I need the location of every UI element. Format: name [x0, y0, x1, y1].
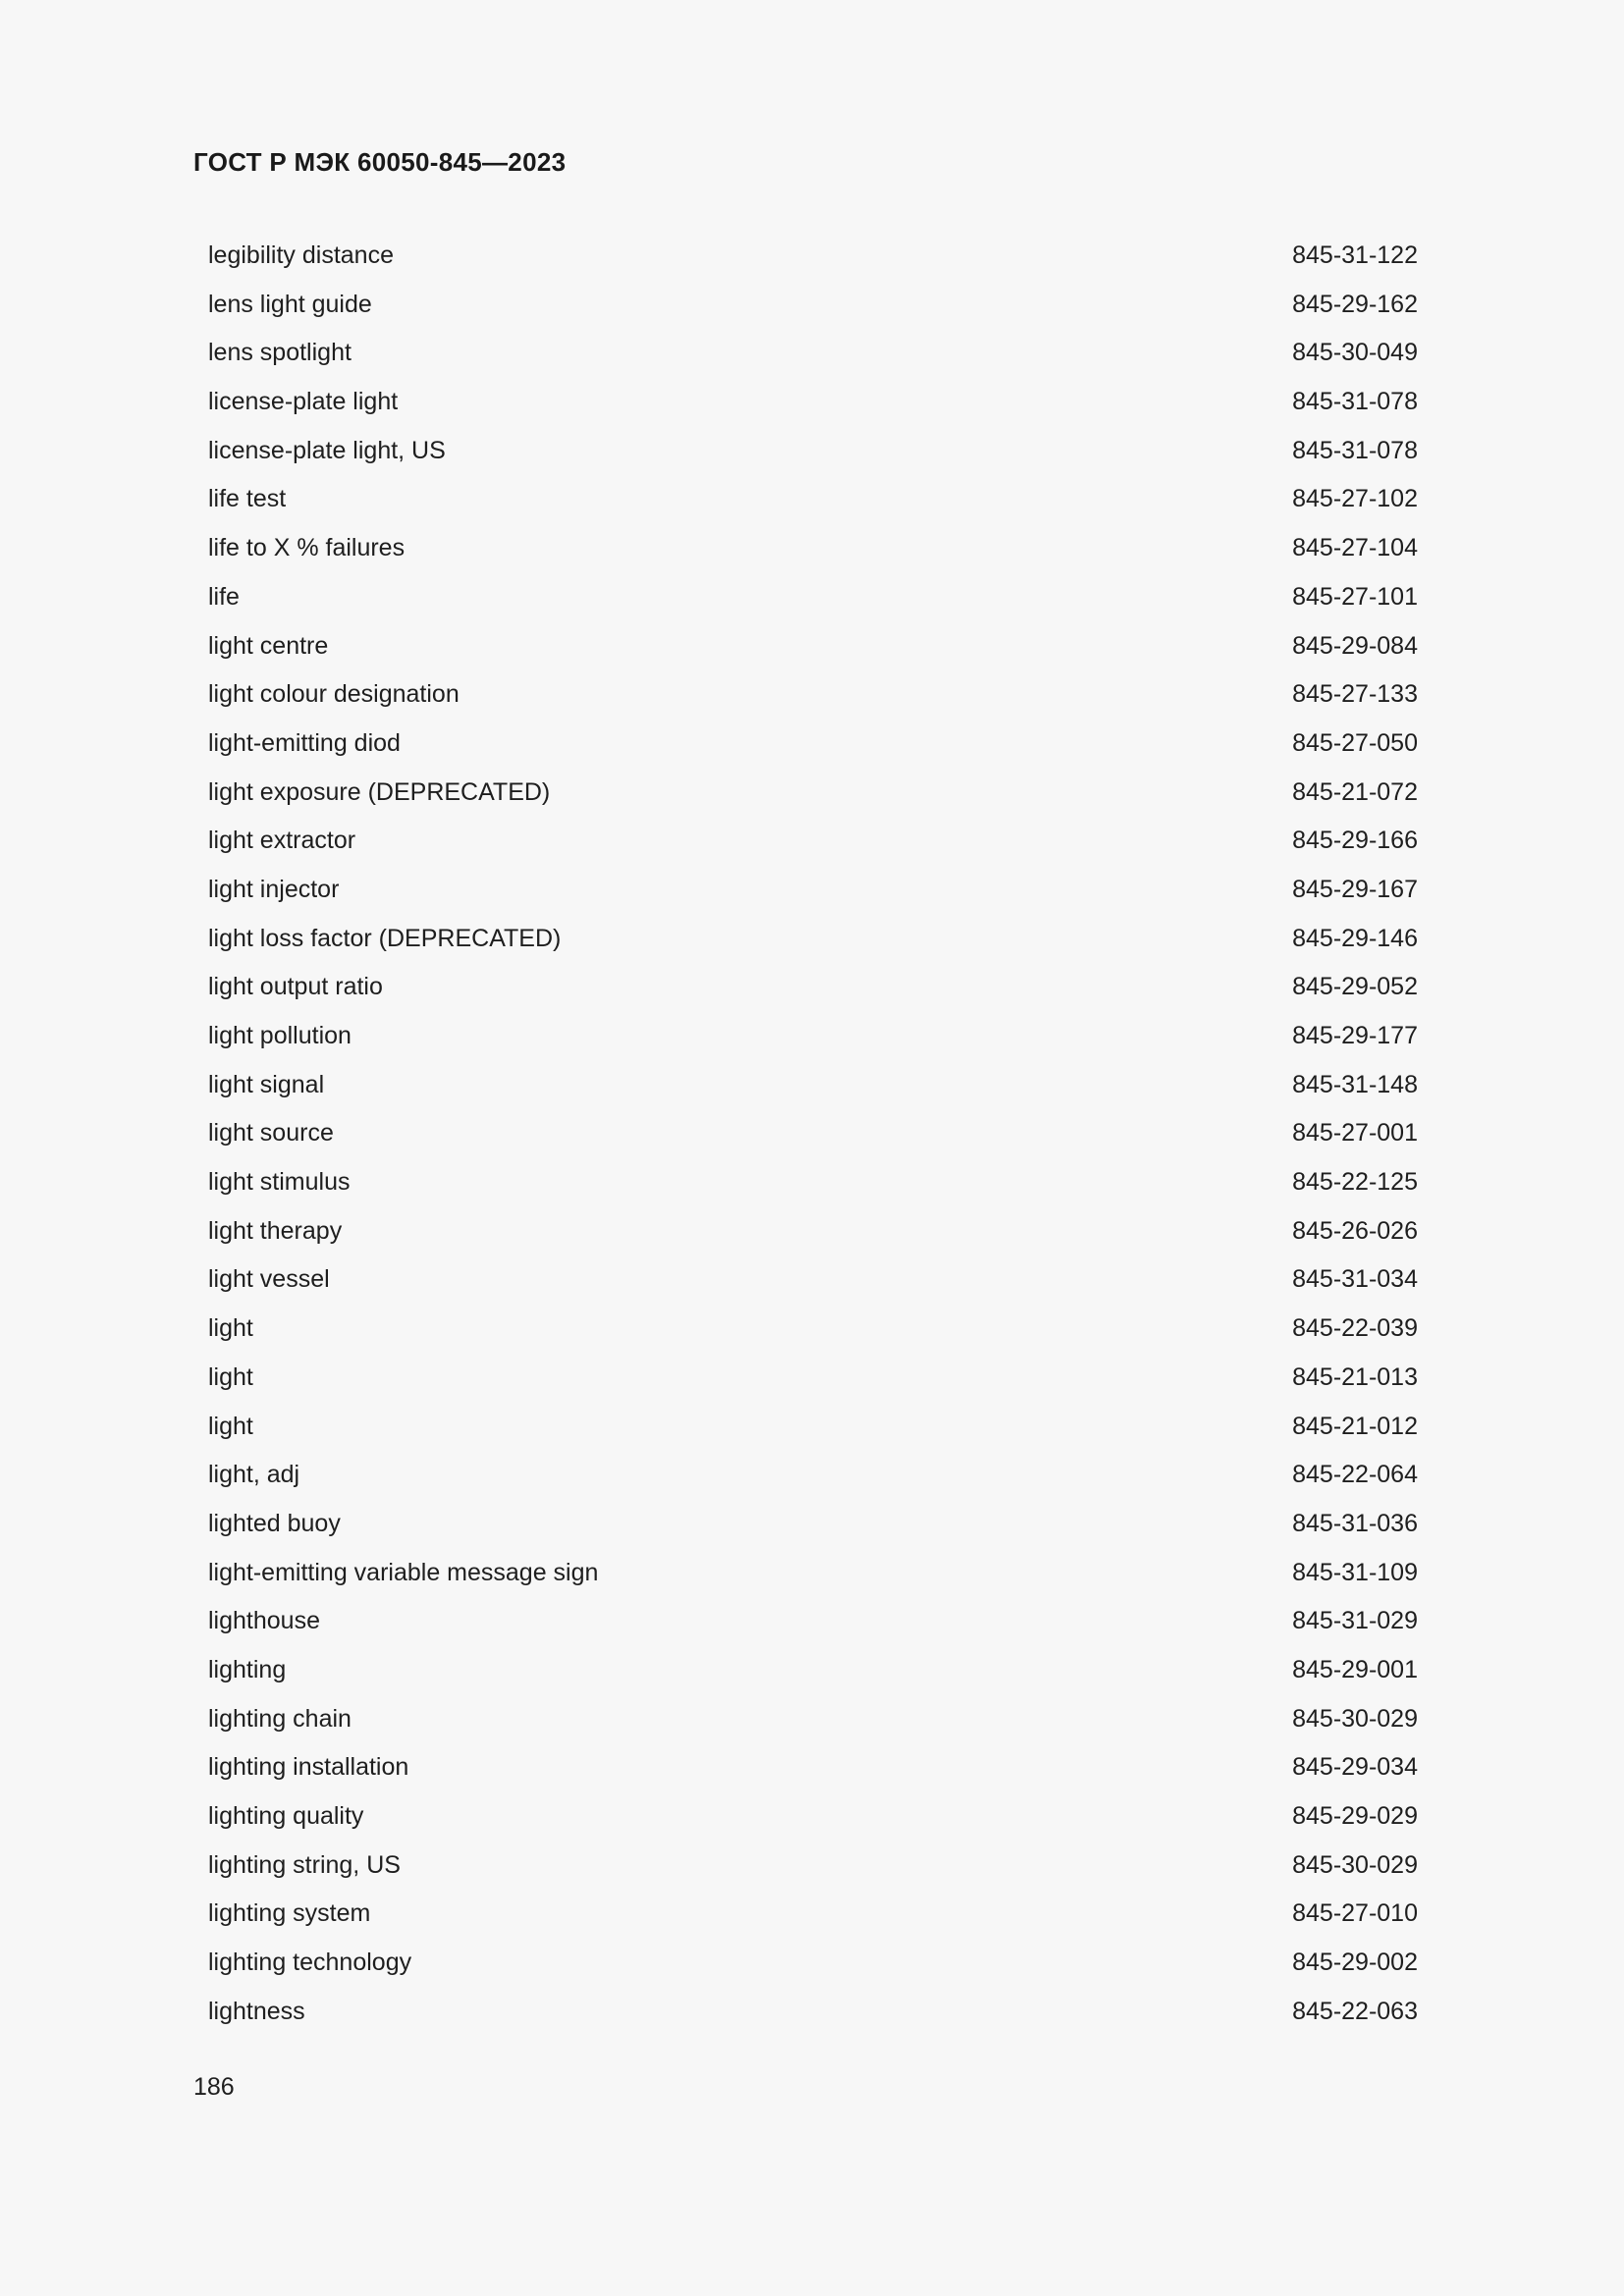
- index-entry: [208, 1158, 1418, 1207]
- index-term: lighting quality: [208, 1802, 364, 1830]
- index-term: lens spotlight: [208, 339, 352, 367]
- document-title: ГОСТ Р МЭК 60050-845—2023: [193, 147, 567, 177]
- index-entry: [208, 1939, 1418, 1988]
- index-term: license-plate light: [208, 388, 399, 416]
- index-entry: [208, 1792, 1418, 1842]
- index-entry: [208, 573, 1418, 622]
- index-entry: [208, 329, 1418, 378]
- index-entry: [208, 1403, 1418, 1452]
- index-code: 845-29-146: [1292, 924, 1418, 952]
- index-entry: [208, 866, 1418, 915]
- index-code: 845-27-104: [1292, 534, 1418, 562]
- index-term: license-plate light, US: [208, 436, 446, 464]
- index-code: 845-27-050: [1292, 728, 1418, 757]
- index-term: lens light guide: [208, 290, 372, 318]
- index-term: life test: [208, 485, 287, 513]
- index-term: lighting string, US: [208, 1850, 401, 1879]
- index-entry: [208, 1695, 1418, 1744]
- index-entry: [208, 622, 1418, 671]
- index-code: 845-21-072: [1292, 777, 1418, 806]
- index-term: lighthouse: [208, 1607, 320, 1635]
- index-term: light-emitting diod: [208, 728, 401, 757]
- index-term: light: [208, 1412, 253, 1440]
- index-term: light loss factor (DEPRECATED): [208, 924, 562, 952]
- index-entry: [208, 232, 1418, 281]
- index-term: light, adj: [208, 1461, 300, 1489]
- index-code: 845-22-039: [1292, 1314, 1418, 1343]
- index-term: light centre: [208, 631, 329, 660]
- index-term: light extractor: [208, 827, 356, 855]
- index-code: 845-27-133: [1292, 680, 1418, 709]
- index-term: lighting installation: [208, 1753, 409, 1782]
- index-code: 845-21-013: [1292, 1362, 1418, 1391]
- index-term: lighting system: [208, 1899, 371, 1928]
- index-entry: [208, 378, 1418, 427]
- index-code: 845-31-078: [1292, 388, 1418, 416]
- index-code: 845-22-064: [1292, 1461, 1418, 1489]
- index-code: 845-22-063: [1292, 1997, 1418, 2025]
- index-term: light therapy: [208, 1216, 343, 1245]
- index-code: 845-27-101: [1292, 582, 1418, 611]
- index-code: 845-31-122: [1292, 241, 1418, 269]
- index-term: lighting chain: [208, 1704, 352, 1733]
- index-entry: [208, 1354, 1418, 1403]
- index-code: 845-27-102: [1292, 485, 1418, 513]
- index-term: light colour designation: [208, 680, 460, 709]
- index-entry: [208, 1549, 1418, 1598]
- index-term: lightness: [208, 1997, 305, 2025]
- index-entry: [208, 524, 1418, 573]
- index-term: light pollution: [208, 1022, 352, 1049]
- index-entry: [208, 1890, 1418, 1939]
- index-entry: [208, 1842, 1418, 1891]
- term-index-list: [208, 232, 1418, 2036]
- index-code: 845-30-029: [1292, 1850, 1418, 1879]
- index-entry: [208, 427, 1418, 476]
- index-code: 845-27-001: [1292, 1119, 1418, 1148]
- index-code: 845-29-002: [1292, 1949, 1418, 1977]
- index-entry: [208, 1255, 1418, 1305]
- index-code: 845-21-012: [1292, 1412, 1418, 1440]
- index-term: legibility distance: [208, 241, 394, 269]
- index-term: light stimulus: [208, 1168, 351, 1197]
- index-entry: [208, 720, 1418, 769]
- index-entry: [208, 1305, 1418, 1354]
- index-entry: [208, 1646, 1418, 1695]
- index-entry: [208, 1109, 1418, 1158]
- index-code: 845-29-001: [1292, 1655, 1418, 1683]
- index-entry: [208, 1743, 1418, 1792]
- index-entry: [208, 475, 1418, 524]
- index-code: 845-31-109: [1292, 1558, 1418, 1586]
- index-term: light exposure (DEPRECATED): [208, 777, 551, 806]
- index-entry: [208, 1451, 1418, 1500]
- index-entry: [208, 915, 1418, 964]
- index-term: light output ratio: [208, 973, 383, 1001]
- index-entry: [208, 1500, 1418, 1549]
- page-number: 186: [193, 2073, 235, 2101]
- index-code: 845-29-177: [1292, 1022, 1418, 1049]
- index-code: 845-29-167: [1292, 875, 1418, 903]
- index-term: light source: [208, 1119, 334, 1148]
- index-code: 845-29-084: [1292, 631, 1418, 660]
- index-code: 845-31-034: [1292, 1265, 1418, 1294]
- index-code: 845-29-166: [1292, 827, 1418, 855]
- index-entry: [208, 769, 1418, 818]
- index-term: life: [208, 582, 240, 611]
- index-code: 845-31-036: [1292, 1509, 1418, 1537]
- index-code: 845-29-162: [1292, 290, 1418, 318]
- index-term: light injector: [208, 875, 340, 903]
- index-entry: [208, 1988, 1418, 2037]
- index-code: 845-31-029: [1292, 1607, 1418, 1635]
- index-code: 845-31-078: [1292, 436, 1418, 464]
- index-entry: [208, 1207, 1418, 1256]
- index-term: lighted buoy: [208, 1509, 341, 1537]
- index-entry: [208, 670, 1418, 720]
- index-entry: [208, 281, 1418, 330]
- index-term: lighting technology: [208, 1949, 412, 1977]
- index-code: 845-29-052: [1292, 973, 1418, 1001]
- index-entry: [208, 963, 1418, 1012]
- index-entry: [208, 1061, 1418, 1110]
- index-entry: [208, 817, 1418, 866]
- index-code: 845-30-049: [1292, 339, 1418, 367]
- index-code: 845-31-148: [1292, 1070, 1418, 1098]
- index-code: 845-30-029: [1292, 1704, 1418, 1733]
- index-term: light: [208, 1362, 253, 1391]
- index-code: 845-29-034: [1292, 1753, 1418, 1782]
- index-code: 845-26-026: [1292, 1216, 1418, 1245]
- index-term: light signal: [208, 1070, 325, 1098]
- index-term: light vessel: [208, 1265, 330, 1294]
- index-entry: [208, 1012, 1418, 1061]
- index-code: 845-22-125: [1292, 1168, 1418, 1197]
- index-entry: [208, 1597, 1418, 1646]
- index-term: light: [208, 1314, 253, 1343]
- index-code: 845-29-029: [1292, 1802, 1418, 1830]
- index-term: life to X % failures: [208, 534, 406, 562]
- index-code: 845-27-010: [1292, 1899, 1418, 1928]
- index-term: light-emitting variable message sign: [208, 1558, 599, 1586]
- index-term: lighting: [208, 1655, 287, 1683]
